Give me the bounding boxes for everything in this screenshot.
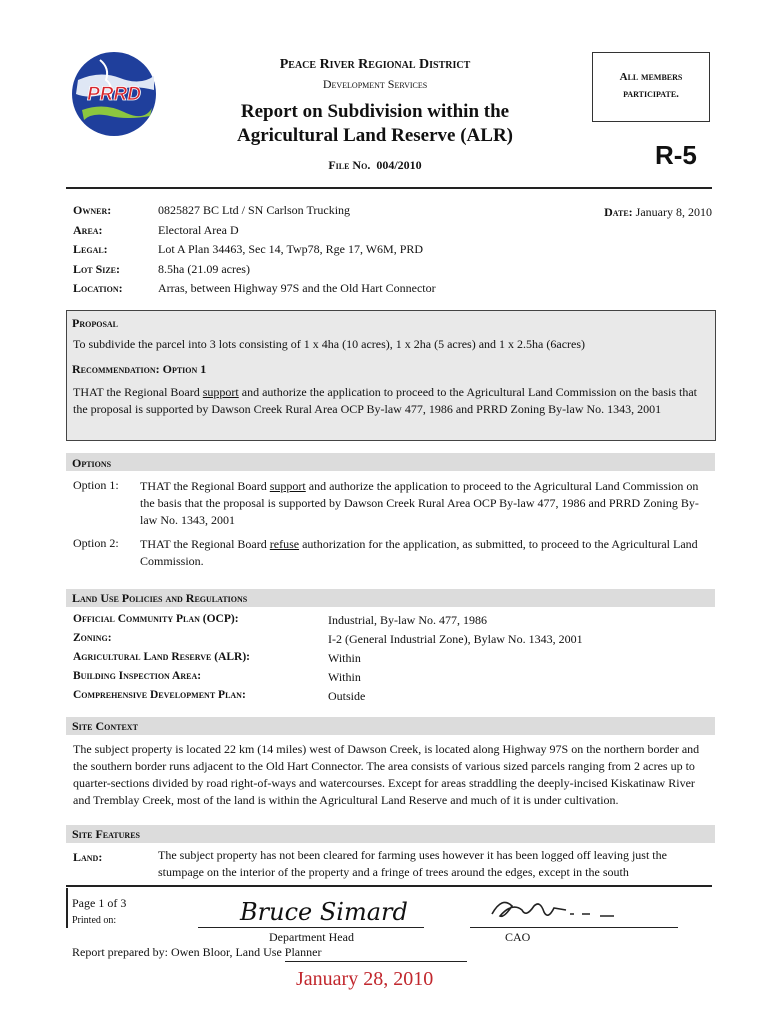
- printed-on-label: Printed on:: [72, 915, 117, 926]
- recommendation-heading: Recommendation: Option 1: [72, 362, 207, 376]
- all-members-line2: participate.: [623, 88, 679, 100]
- site-context-heading: Site Context: [72, 719, 138, 733]
- zoning-label: Zoning:: [73, 632, 112, 644]
- cao-label: CAO: [505, 930, 531, 944]
- prrd-logo: [70, 50, 158, 138]
- department-head-signature: [236, 892, 408, 928]
- proposal-heading: Proposal: [72, 316, 119, 330]
- report-title-line2: Agricultural Land Reserve (ALR): [237, 125, 513, 146]
- legal-label: Legal:: [73, 242, 108, 256]
- report-title: [180, 100, 570, 148]
- file-number: [180, 158, 570, 173]
- svg-text:Bruce Simard: Bruce Simard: [240, 898, 408, 926]
- header-divider: [66, 187, 712, 189]
- site-context-text: The subject property is located 22 km (14 miles) west of Dawson Creek, is located along Highway 97S on the northern border and the southern border runs adjacent to the Old Hart Connector. The area consists of various sized parcels ranging from 2 acres up to quarter-sections divided by road right-of-ways and watercourses. Except for areas straddling the deeply-incised Kiskatinaw River and Tremblay Creek, most of the land is within the Agricultural Land Reserve and much of it is under cultivation.: [73, 742, 700, 807]
- location-label: Location:: [73, 281, 123, 295]
- cao-line: [470, 927, 678, 928]
- all-members-box: [592, 52, 710, 122]
- alr-label: Agricultural Land Reserve (ALR):: [73, 651, 251, 663]
- land-label: Land:: [73, 850, 103, 864]
- owner-value: 0825827 BC Ltd / SN Carlson Trucking: [158, 203, 351, 217]
- building-inspection-value: Within: [328, 670, 361, 684]
- legal-value: Lot A Plan 34463, Sec 14, Twp78, Rge 17, W6M, PRD: [158, 242, 424, 256]
- file-number-value: 004/2010: [376, 158, 422, 172]
- cdp-label: Comprehensive Development Plan:: [73, 689, 246, 701]
- area-label: Area:: [73, 223, 103, 237]
- ocp-label: Official Community Plan (OCP):: [73, 613, 239, 625]
- land-text: The subject property has not been cleared for farming uses however it has been logged off leaving just the stumpage on the interior of the property and a fringe of trees around the edges, except in the south: [158, 848, 667, 879]
- logo-text: PRRD: [87, 84, 141, 105]
- all-members-line1: All members: [619, 71, 683, 83]
- location-value: Arras, between Highway 97S and the Old Hart Connector: [158, 281, 436, 295]
- option1-label: Option 1:: [73, 478, 119, 492]
- date-value: January 8, 2010: [635, 205, 712, 219]
- recommendation-text: THAT the Regional Board support and authorize the application to proceed to the Agricultural Land Commission on the basis that the proposal is supported by Dawson Creek Rural Area OCP By-law 477, 1986 and PRRD Zoning By-law No. 1343, 2001: [73, 385, 697, 416]
- alr-value: Within: [328, 651, 361, 665]
- option2-text: THAT the Regional Board refuse authorization for the application, as submitted, to proceed to the Agricultural Land Commission.: [140, 537, 698, 568]
- department-head-line: [198, 927, 424, 928]
- footer-divider: [66, 885, 712, 887]
- org-name: Peace River Regional District: [279, 57, 471, 72]
- option1-text: THAT the Regional Board support and authorize the application to proceed to the Agricultural Land Commission on the basis that the proposal is supported by Dawson Creek Rural Area OCP By-law 477, 1986 and PRRD Zoning By-law No. 1343, 2001: [140, 479, 699, 527]
- proposal-text: To subdivide the parcel into 3 lots consisting of 1 x 4ha (10 acres), 1 x 2ha (5 acres) and 1 x 2.5ha (6acres): [73, 337, 586, 351]
- cdp-value: Outside: [328, 689, 366, 703]
- lot-size-value: 8.5ha (21.09 acres): [158, 262, 250, 276]
- area-value: Electoral Area D: [158, 223, 239, 237]
- department-name: Development Services: [322, 77, 428, 91]
- building-inspection-label: Building Inspection Area:: [73, 670, 202, 682]
- file-number-label: File No.: [328, 158, 371, 172]
- report-title-line1: Report on Subdivision within the: [240, 101, 510, 122]
- cao-signature: [482, 892, 622, 928]
- lot-size-label: Lot Size:: [73, 262, 121, 276]
- report-code: R-5: [655, 140, 697, 170]
- site-features-heading: Site Features: [72, 827, 140, 841]
- report-date: [604, 205, 712, 220]
- date-label: Date:: [604, 205, 633, 219]
- department-head-label: Department Head: [269, 930, 354, 944]
- option2-label: Option 2:: [73, 536, 119, 550]
- site-features-bar: [66, 825, 715, 843]
- options-bar: [66, 453, 715, 471]
- ocp-value: Industrial, By-law No. 477, 1986: [328, 613, 487, 627]
- site-context-bar: [66, 717, 715, 735]
- page-number: Page 1 of 3: [72, 896, 127, 910]
- owner-label: Owner:: [73, 203, 112, 217]
- footer-left-rule: [66, 888, 68, 928]
- options-heading: Options: [72, 456, 112, 470]
- prepared-by-line: [285, 961, 467, 962]
- date-stamp: January 28, 2010: [296, 968, 434, 990]
- prepared-by: Report prepared by: Owen Bloor, Land Use Planner: [72, 945, 322, 959]
- zoning-value: I-2 (General Industrial Zone), Bylaw No. 1343, 2001: [328, 632, 583, 646]
- land-use-heading: Land Use Policies and Regulations: [72, 591, 248, 605]
